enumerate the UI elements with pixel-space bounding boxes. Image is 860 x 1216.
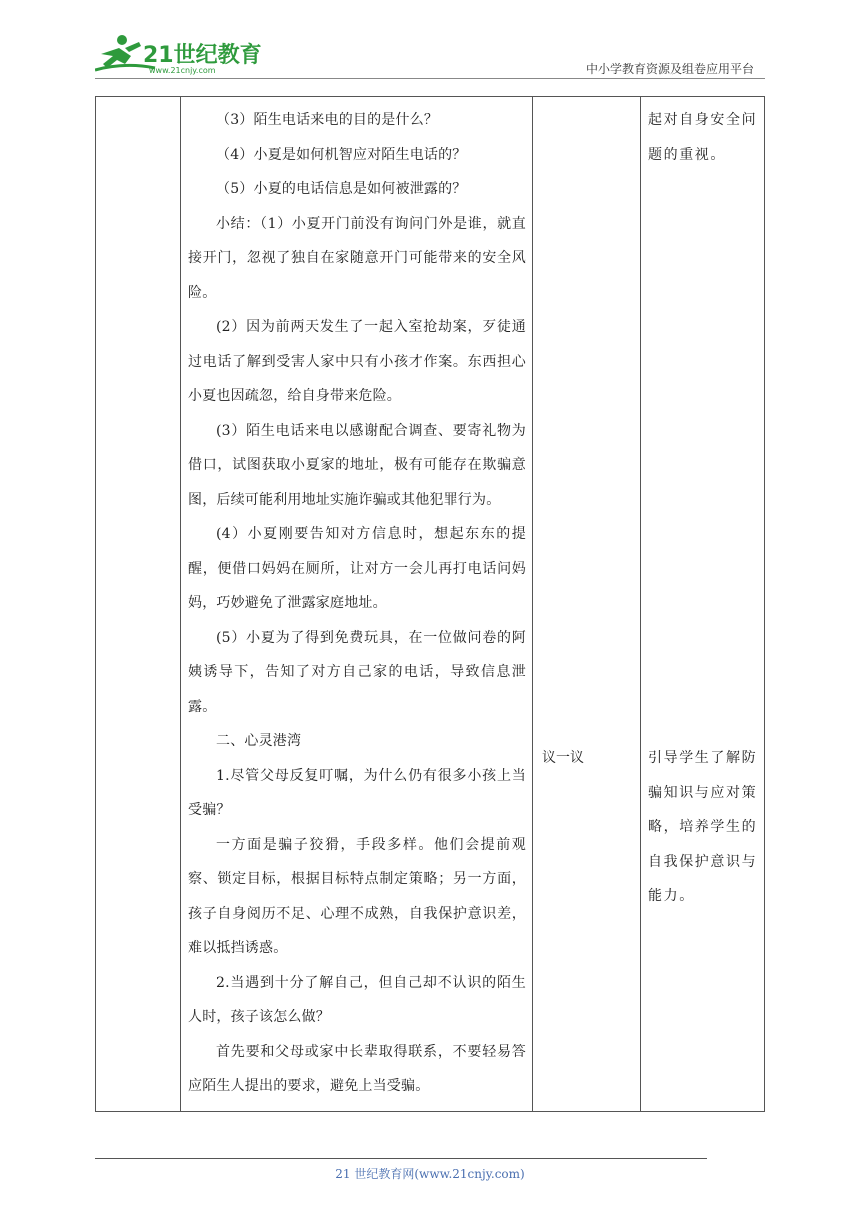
site-logo[interactable] [95, 34, 265, 76]
logo-url: www.21cnjy.com [149, 66, 216, 75]
content-paragraph: （4）小夏是如何机智应对陌生电话的？ [216, 146, 467, 163]
table-column-content [181, 97, 533, 1111]
question-paragraph: 1.尽管父母反复叮嘱，为什么仍有很多小孩上当受骗？ [188, 767, 526, 818]
platform-name: 中小学教育资源及组卷应用平台 [585, 62, 754, 76]
table-column-activity [533, 97, 641, 1111]
footer-link[interactable]: 21 世纪教育网(www.21cnjy.com) [335, 1167, 525, 1181]
content-paragraph: （5）小夏的电话信息是如何被泄露的？ [216, 181, 467, 197]
activity-label: 议一议 [542, 750, 584, 766]
answer-paragraph: 一方面是骗子狡猾，手段多样。他们会提前观察、锁定目标，根据目标特点制定策略；另一方面，孩子自身阅历不足、心理不成熟，自我保护意识差，难以抵挡诱惑。 [188, 836, 526, 956]
header-divider [95, 78, 765, 79]
page-header [0, 0, 860, 80]
logo-text: 21世纪教育 [143, 43, 262, 68]
runner-logo-icon [95, 34, 265, 76]
section-heading: 二、心灵港湾 [216, 733, 302, 749]
summary-paragraph: (4）小夏刚要告知对方信息时，想起东东的提醒，便借口妈妈在厕所，让对方一会儿再打电话问妈妈，巧妙避免了泄露家庭地址。 [188, 526, 526, 611]
lesson-table [95, 96, 765, 1112]
footer-divider [95, 1158, 707, 1159]
table-column-intent [641, 97, 764, 1111]
question-paragraph: 2.当遇到十分了解自己，但自己却不认识的陌生人时，孩子该怎么做？ [188, 974, 526, 1025]
intent-text: 起对自身安全问题的重视。 [648, 112, 758, 163]
intent-text: 引导学生了解防骗知识与应对策略，培养学生的自我保护意识与能力。 [648, 750, 758, 904]
summary-paragraph: 小结：（1）小夏开门前没有询问门外是谁，就直接开门，忽视了独自在家随意开门可能带来的安全风险。 [188, 215, 526, 301]
summary-paragraph: (3）陌生电话来电以感谢配合调查、要寄礼物为借口，试图获取小夏家的地址，极有可能存在欺骗意图，后续可能利用地址实施诈骗或其他犯罪行为。 [188, 422, 526, 508]
answer-paragraph: 首先要和父母或家中长辈取得联系，不要轻易答应陌生人提出的要求，避免上当受骗。 [188, 1043, 526, 1094]
content-paragraph: （3）陌生电话来电的目的是什么？ [216, 112, 439, 128]
summary-paragraph: (5）小夏为了得到免费玩具，在一位做问卷的阿姨诱导下，告知了对方自己家的电话，导致信息泄露。 [188, 629, 526, 715]
summary-paragraph: (2）因为前两天发生了一起入室抢劫案，歹徒通过电话了解到受害人家中只有小孩才作案。东西担心小夏也因疏忽，给自身带来危险。 [188, 319, 526, 404]
table-column-stage [96, 97, 181, 1111]
